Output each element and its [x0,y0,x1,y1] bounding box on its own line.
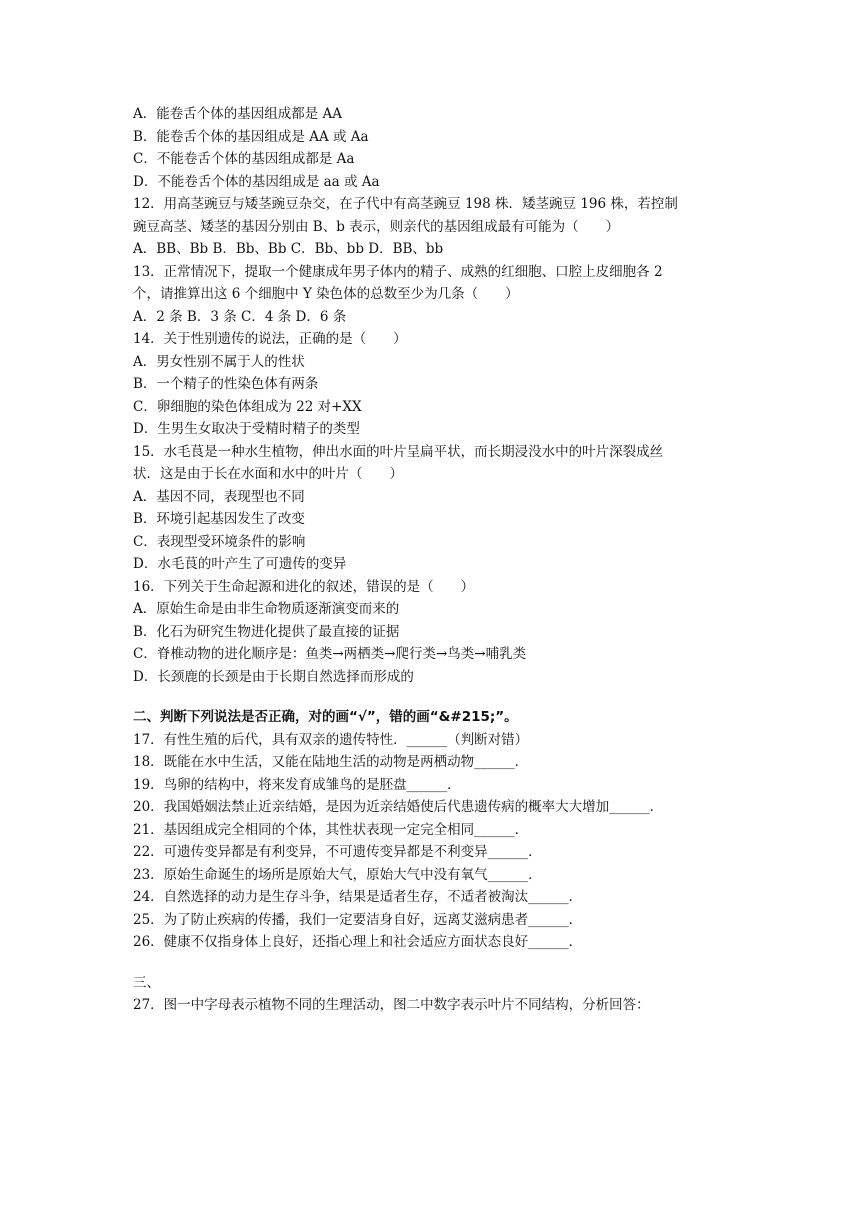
question-15-option-c: C．表现型受环境条件的影响 [133,533,306,550]
question-27-stem: 27．图一中字母表示植物不同的生理活动，图二中数字表示叶片不同结构，分析回答： [133,997,650,1013]
question-15-stem-line-1: 15．水毛茛是一种水生植物，伸出水面的叶片呈扁平状，而长期浸没水中的叶片深裂成丝 [133,443,664,460]
question-14 [133,328,733,441]
question-15-option-b: B．环境引起基因发生了改变 [133,511,305,527]
question-14-option-c: C．卵细胞的染色体组成为 22 对+XX [133,398,362,415]
question-13-stem-line-2: 个，请推算出这 6 个细胞中 Y 染色体的总数至少为几条（ ） [133,286,519,302]
question-16-option-c: C．脊椎动物的进化顺序是：鱼类→两栖类→爬行类→鸟类→哺乳类 [133,646,527,662]
question-11-option-a: A．能卷舌个体的基因组成都是 AA [133,106,343,122]
section-3-heading: 三、 [133,974,160,991]
question-25: 25．为了防止疾病的传播，我们一定要洁身自好，远离艾滋病患者______． [133,911,583,928]
section-gap [133,954,733,972]
question-14-stem: 14．关于性别遗传的说法，正确的是（ ） [133,331,407,347]
question-12-stem-line-1: 12．用高茎豌豆与矮茎豌豆杂交，在子代中有高茎豌豆 198 株．矮茎豌豆 196 株，若控制 [133,196,678,212]
question-21: 21．基因组成完全相同的个体，其性状表现一定完全相同______． [133,821,529,838]
question-24: 24．自然选择的动力是生存斗争，结果是适者生存，不适者被淘汰______． [133,889,583,905]
question-11-option-d: D．不能卷舌个体的基因组成是 aa 或 Aa [133,173,380,190]
question-15-option-d: D．水毛茛的叶产生了可遗传的变异 [133,556,347,572]
question-13 [133,261,733,329]
question-15 [133,441,733,576]
question-16-stem: 16．下列关于生命起源和进化的叙述，错误的是（ ） [133,578,475,595]
question-15-stem-line-2: 状．这是由于长在水面和水中的叶片（ ） [133,466,403,482]
question-12-options: A．BB、Bb B．Bb、Bb C．Bb、bb D．BB、bb [133,241,444,257]
question-11-option-c: C．不能卷舌个体的基因组成都是 Aa [133,151,355,167]
question-23: 23．原始生命诞生的场所是原始大气，原始大气中没有氧气______． [133,866,542,883]
question-18: 18．既能在水中生活，又能在陆地生活的动物是两栖动物______． [133,754,529,770]
question-16-option-b: B．化石为研究生物进化提供了最直接的证据 [133,623,400,640]
page-content [133,103,733,1017]
question-15-option-a: A．基因不同，表现型也不同 [133,488,305,505]
question-14-option-b: B．一个精子的性染色体有两条 [133,376,319,392]
section-3 [133,972,733,1017]
question-16-option-d: D．长颈鹿的长颈是由于长期自然选择而形成的 [133,668,414,685]
question-17: 17．有性生殖的后代，具有双亲的遗传特性．______（判断对错） [133,731,529,748]
section-2 [133,706,733,954]
question-11-options [133,103,733,193]
question-16-option-a: A．原始生命是由非生命物质逐渐演变而来的 [133,601,400,617]
question-26: 26．健康不仅指身体上良好，还指心理上和社会适应方面状态良好______． [133,934,583,950]
question-19: 19．鸟卵的结构中，将来发育成雏鸟的是胚盘______． [133,776,461,793]
question-14-option-d: D．生男生女取决于受精时精子的类型 [133,421,360,437]
question-20: 20．我国婚姻法禁止近亲结婚，是因为近亲结婚使后代患遗传病的概率大大增加______． [133,799,664,815]
question-12-stem-line-2: 豌豆高茎、矮茎的基因分别由 B、b 表示，则亲代的基因组成最有可能为（ ） [133,218,620,235]
question-12 [133,193,733,261]
section-2-heading: 二、判断下列说法是否正确，对的画“√”，错的画“&#215;”。 [133,709,518,725]
question-22: 22．可遗传变异都是有利变异，不可遗传变异都是不利变异______． [133,844,542,860]
question-16 [133,576,733,689]
question-13-options: A．2 条 B．3 条 C．4 条 D．6 条 [133,308,347,325]
question-14-option-a: A．男女性别不属于人的性状 [133,353,305,370]
question-13-stem-line-1: 13．正常情况下，提取一个健康成年男子体内的精子、成熟的红细胞、口腔上皮细胞各 2 [133,263,663,280]
section-gap [133,688,733,706]
question-11-option-b: B．能卷舌个体的基因组成是 AA 或 Aa [133,128,369,145]
